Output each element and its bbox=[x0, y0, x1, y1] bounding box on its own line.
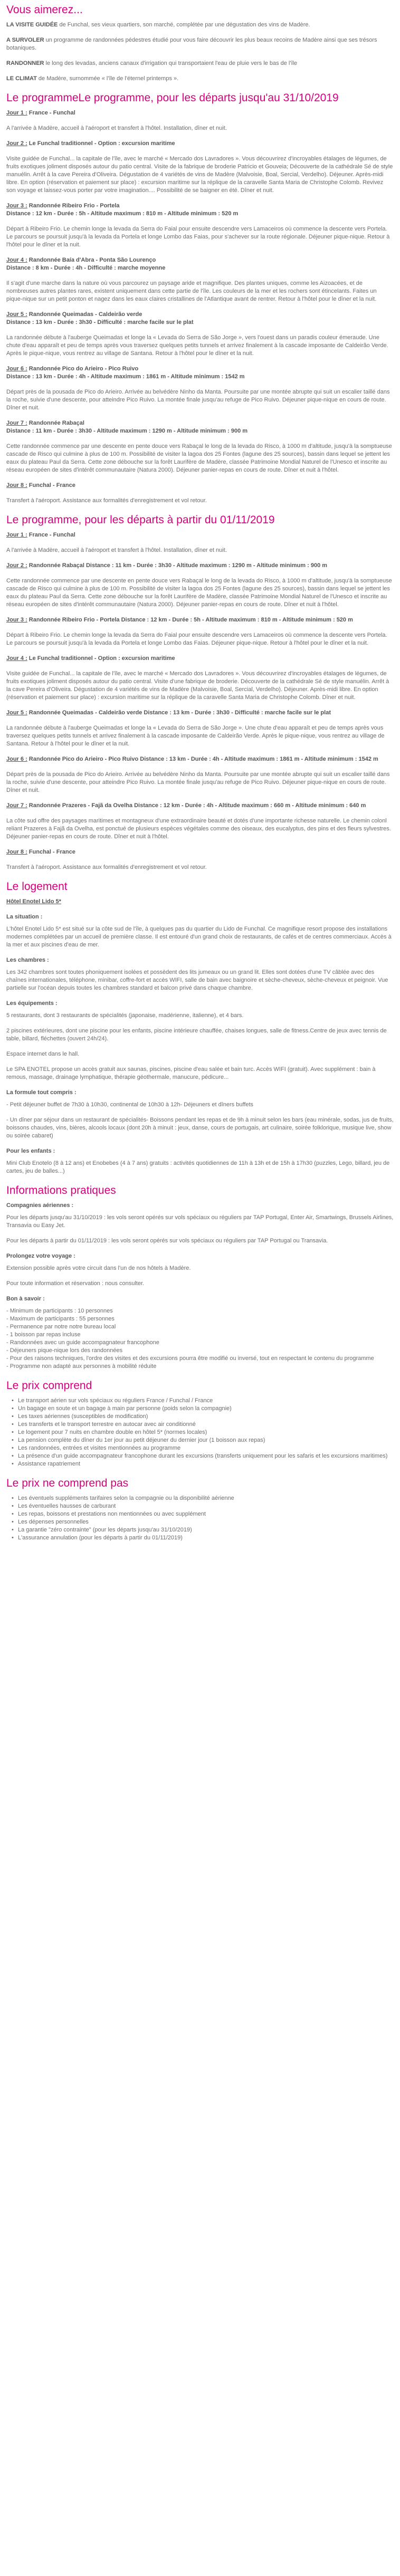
programme-day-block bbox=[6, 755, 394, 763]
programme-day-block bbox=[6, 802, 394, 810]
formule-line: Mini Club Enotelo (8 à 12 ans) et Enobebes (4 à 7 ans) gratuits : activités quotidiennes de 11h à 13h et de 15h à 17h30 (puzzles, Lego, billard, jeu de cartes, jeu de balles...) bbox=[6, 1160, 390, 1174]
day-text: Cette randonnée commence par une descente en pente douce vers Rabaçal le long de la levada do Risco, à 1000 m d'altitude, jusqu'à la somptueuse cascade de Risco qui culmine à plus de 100 m. Possibilité de visiter la lagoa dos 25 Fontes (lagune des 25 sources), bassin dans lequel se jettent les eaux du plateau Paul da Serra. Cette zone débouche sur la forêt Laurifère de Madère, classée Patrimoine Mondial Naturel de l'Unesco et inscrite au réseau européen de sites d'intérêt communautaire (Natura 2000). Déjeuner panier-repas en cours de route. Dîner et nuit à l'hôtel. bbox=[6, 443, 392, 473]
day-label: Jour 3 : bbox=[6, 203, 27, 209]
day-meta: Distance : 12 km - Durée : 5h - Altitude maximum : 810 m - Altitude minimum : 520 m bbox=[6, 210, 239, 217]
bon-lines bbox=[6, 1307, 394, 1371]
bon-line: - 1 boisson par repas incluse bbox=[6, 1332, 81, 1338]
programme-day-block bbox=[6, 562, 394, 570]
intro-p2: A SURVOLER un programme de randonnées pédestres étudié pour vous faire découvrir les plus beaux recoins de Madère ainsi que ses trésors botaniques. bbox=[6, 37, 377, 51]
day-text: La randonnée débute à l'auberge Queimadas et longe la « Levada do Serra de São Jorge », vers l'ouest dans un paradis couleur émeraude. Une chute d'eau apparaît et peu de temps après vous traversez quelques petits tunnels et arrivez finalement à la cascade imposante de Caldeirão Verde. Après le pique-nique, vous rentrez au village de Santana. Retour à l'hôtel pour le dîner et la nuit. bbox=[6, 334, 388, 357]
day-text: Transfert à l'aéroport. Assistance aux formalités d'enregistrement et vol retour. bbox=[6, 497, 207, 504]
day-label: Jour 7 : bbox=[6, 420, 27, 426]
prolongez-text2: Pour toute information et réservation : nous consulter. bbox=[6, 1280, 145, 1287]
day-label: Jour 7 : bbox=[6, 802, 27, 809]
compagnies-text2: Pour les départs à partir du 01/11/2019 : les vols seront opérés sur vols spéciaux ou réguliers par TAP Portugal ou Transavia. bbox=[6, 1238, 328, 1244]
programme-day-block bbox=[6, 864, 394, 872]
bon-label: Bon à savoir : bbox=[6, 1296, 45, 1302]
list-item: • La présence d'un guide accompagnateur francophone durant les excursions (transferts uniquement pour les safaris et les excursions maritimes) bbox=[18, 1452, 394, 1460]
prolongez-text: Extension possible après votre circuit dans l'un de nos hôtels à Madère. bbox=[6, 1265, 191, 1271]
formule-lines bbox=[6, 1101, 394, 1175]
day-text: La côte sud offre des paysages maritimes et montagneux d'une extraordinaire beauté et dotés d'une importante richesse naturelle. Le chemin colonl reliant Prazeres à Fajã da Ovelha, est ponctué de plusieurs espèces végétales comme des oiseaux, des eucalyptus, des pins et des fleurs sylvestres. Déjeuner panier-repas en cours de route. Dîner et nuit à l'hôtel. bbox=[6, 818, 391, 840]
equip-text3: Espace internet dans le hall. bbox=[6, 1051, 80, 1057]
programme-day-block bbox=[6, 140, 394, 148]
programme-day-block bbox=[6, 616, 394, 624]
day-text: La randonnée débute à l'auberge Queimadas et longe la « Levada do Serra de São Jorge ». Une chute d'eau apparaît et peu de temps après vous traversez quelques petits tunnels et arrivez finalement à la cascade imposante de Caldeirão Verde. Après le pique-nique, vous rentrez au village de Santana. Retour à l'hôtel pour le dîner et la nuit. bbox=[6, 725, 385, 747]
day-title: Le Funchal traditionnel - Option : excursion maritime bbox=[28, 655, 175, 662]
list-item: • La garantie "zéro contrainte" (pour les départs jusqu'au 31/10/2019) bbox=[18, 1526, 394, 1534]
programme-day-block bbox=[6, 848, 394, 856]
day-title: Randonnée Prazeres - Fajã da Ovelha Distance : 12 km - Durée : 4h - Altitude maximum : 660 m - Altitude minimum : 640 m bbox=[28, 802, 366, 809]
programme1-days bbox=[6, 109, 394, 505]
programme-day-block bbox=[6, 631, 394, 647]
day-meta: Distance : 11 km - Durée : 3h30 - Altitude maximum : 1290 m - Altitude minimum : 900 m bbox=[6, 428, 248, 434]
day-title: Randonnée Rabaçal bbox=[28, 420, 84, 426]
list-item: • L'assurance annulation (pour les départs à partir du 01/11/2019) bbox=[18, 1534, 394, 1542]
programme-day-block bbox=[6, 202, 394, 218]
list-item: • Les repas, boissons et prestations non mentionnées ou avec supplément bbox=[18, 1510, 394, 1518]
day-title: France - Funchal bbox=[28, 110, 75, 116]
programme-day-block bbox=[6, 724, 394, 748]
bon-line: - Maximum de participants : 55 personnes bbox=[6, 1316, 115, 1322]
day-label: Jour 3 : bbox=[6, 617, 27, 623]
programme-day-block bbox=[6, 655, 394, 663]
list-item: • Les éventuelles hausses de carburant bbox=[18, 1502, 394, 1510]
prolongez-label: Prolongez votre voyage : bbox=[6, 1253, 75, 1259]
equip-text1: 5 restaurants, dont 3 restaurants de spécialités (japonaise, madérienne, italienne), et 4 bars. bbox=[6, 1012, 244, 1019]
day-text: A l'arrivée à Madère, accueil à l'aéroport et transfert à l'hôtel. Installation, dîner et nuit. bbox=[6, 547, 227, 553]
programme-day-block bbox=[6, 280, 394, 303]
day-title: Randonnée Queimadas - Caldeirão verde Distance : 13 km - Durée : 3h30 - Difficulté : marche facile sur le plat bbox=[28, 710, 331, 716]
bon-line: - Minimum de participants : 10 personnes bbox=[6, 1308, 113, 1314]
programme-day-block bbox=[6, 256, 394, 272]
day-label: Jour 5 : bbox=[6, 311, 27, 318]
day-text: Départ près de la pousada de Pico do Arieiro. Arrivée au belvédère Ninho da Manta. Poursuite par une montée abrupte qui suit un escalier taillé dans la roche, suivie d'une descente, pour atteindre Pico Ruivo. La montée finale jusqu'au refuge de Pico Ruivo. Déjeuner pique-nique en cours de route. Dîner et nuit. bbox=[6, 389, 390, 411]
intro-p4: LE CLIMAT de Madère, surnommée « l'île de l'éternel printemps ». bbox=[6, 75, 179, 82]
prix-comprend-list bbox=[6, 1397, 394, 1468]
programme2-days bbox=[6, 531, 394, 872]
programme-day-block bbox=[6, 334, 394, 358]
day-label: Jour 4 : bbox=[6, 257, 27, 263]
formule-line: - Un dîner par séjour dans un restaurant de spécialités- Boissons pendant les repas et de 9h à minuit selon les bars (eau minérale, sodas, jus de fruits, boissons chaudes, vins, bières, alcools locaux (dont 20h à minuit : jeux, danse, cours de portugais, art culinaire, soirée folklorique, musique live, show ou soirée cabaret) bbox=[6, 1117, 394, 1139]
list-item: • La pension complète du dîner du 1er jour au petit déjeuner du dernier jour (1 boisson aux repas) bbox=[18, 1437, 394, 1444]
infos-heading: Informations pratiques bbox=[6, 1184, 116, 1196]
programme-day-block bbox=[6, 225, 394, 249]
programme-day-block bbox=[6, 419, 394, 435]
day-label: Jour 6 : bbox=[6, 366, 27, 372]
prix-ne-comprend-heading: Le prix ne comprend pas bbox=[6, 1477, 129, 1489]
day-text: Il s'agit d'une marche dans la nature où vous parcourez un paysage aride et magnifique. Des plantes uniques, comme les Aizoacées, et de nombreuses autres plantes rares, existent uniquement dans cette partie de l'île. Les couleurs de la mer et les rochers sont étincelants. Faites un pique-nique sur un petit ponton et nagez dans les eaux claires cristallines de l'Atlantique avant de rentrer. Retour à l'hôtel pour le dîner et la nuit. bbox=[6, 280, 377, 302]
compagnies-label: Compagnies aériennes : bbox=[6, 1202, 74, 1209]
day-text: Départ à Ribeiro Frio. Le chemin longe la levada da Serra do Faial pour ensuite descendre vers Lamaceiros où commence la descente vers Portela. Le parcours se poursuit jusqu'à la levada da Portela et longe Lombo das Faias. Déjeuner pique-nique. Retour à l'hôtel pour le dîner et la nuit. bbox=[6, 632, 387, 646]
day-label: Jour 2 : bbox=[6, 562, 27, 569]
day-label: Jour 1 : bbox=[6, 110, 27, 116]
chambres-label: Les chambres : bbox=[6, 957, 49, 963]
equip-text2: 2 piscines extérieures, dont une piscine pour les enfants, piscine intérieure chauffée, chaises longues, salle de fitness.Centre de jeux avec tennis de table, billard, fléchettes (ouvert 24h/24). bbox=[6, 1028, 387, 1042]
formule-kids-label: Pour les enfants : bbox=[6, 1148, 55, 1154]
formule-label: La formule tout compris : bbox=[6, 1089, 77, 1096]
programme-day-block bbox=[6, 817, 394, 841]
bon-line: - Déjeuners pique-nique lors des randonnées bbox=[6, 1347, 123, 1354]
situation-label: La situation : bbox=[6, 914, 43, 920]
day-label: Jour 2 : bbox=[6, 140, 27, 147]
day-label: Jour 8 : bbox=[6, 849, 27, 855]
day-meta: Distance : 13 km - Durée : 4h - Altitude maximum : 1861 m - Altitude minimum : 1542 m bbox=[6, 374, 245, 380]
intro-p1: LA VISITE GUIDÉE de Funchal, ses vieux quartiers, son marché, complétée par une dégustation des vins de Madère. bbox=[6, 22, 310, 28]
programme1-heading: Le programmeLe programme, pour les départs jusqu'au 31/10/2019 bbox=[6, 92, 339, 104]
list-item: • Le transport aérien sur vols spéciaux ou réguliers France / Funchal / France bbox=[18, 1397, 394, 1405]
day-label: Jour 8 : bbox=[6, 482, 27, 489]
compagnies-text1: Pour les départs jusqu'au 31/10/2019 : les vols seront opérés sur vols spéciaux ou réguliers par TAP Portugal, Enter Air, Smartwings, Brussels Airlines, Transavia ou Easy Jet. bbox=[6, 1214, 394, 1229]
programme-day-block bbox=[6, 670, 394, 702]
day-title: Le Funchal traditionnel - Option : excursion maritime bbox=[28, 140, 175, 147]
programme-day-block bbox=[6, 709, 394, 717]
day-title: Randonnée Rabaçal Distance : 11 km - Durée : 3h30 - Altitude maximum : 1290 m - Altitude minimum : 900 m bbox=[28, 562, 328, 569]
day-title: Funchal - France bbox=[28, 849, 75, 855]
list-item: • Les dépenses personnelles bbox=[18, 1518, 394, 1526]
day-meta: Distance : 13 km - Durée : 3h30 - Difficulté : marche facile sur le plat bbox=[6, 319, 194, 325]
chambres-text: Les 342 chambres sont toutes phoniquement isolées et possèdent des lits jumeaux ou un grand lit. Elles sont dotées d'une TV câblée avec des chaînes internationales, téléphone, minibar, coffre-fort et accès WIFI, salle de bain avec baignoire et sèche-cheveux, sèche-cheveux et peignoir. Vue partielle sur l'océan depuis toutes les chambres standard et balcon privé dans chaque chambre. bbox=[6, 969, 388, 991]
programme-day-block bbox=[6, 771, 394, 794]
intro-p3: RANDONNER le long des levadas, anciens canaux d'irrigation qui transportaient l'eau de pluie vers le bas de l'île bbox=[6, 60, 298, 66]
list-item: • Le logement pour 7 nuits en chambre double en hôtel 5* (normes locales) bbox=[18, 1429, 394, 1437]
list-item: • Les transferts et le transport terrestre en autocar avec air conditionné bbox=[18, 1421, 394, 1429]
programme-day-block bbox=[6, 155, 394, 195]
day-text: Visite guidée de Funchal... la capitale de l'île, avec le marché « Mercado dos Lavradores ». Vous découvrirez d'incroyables étalages de légumes, de fruits exotiques joliment disposés autour du patio central. Visite d'une fabrique de broderie. Découverte de la cathédrale Sé de style manuélin. Arrêt à la cave Pereira d'Oliveira. Dégustation de 4 variétés de vins de Madère (Malvoisie, Boal, Sercial, Verdelho). Déjeuner. Après-midi libre. En option (réservation et paiement sur place) : excursion maritime sur la réplique de la caravelle Santa Maria de Christophe Colomb. Dîner et nuit. bbox=[6, 671, 389, 701]
day-text: A l'arrivée à Madère, accueil à l'aéroport et transfert à l'hôtel. Installation, dîner et nuit. bbox=[6, 125, 227, 131]
list-item: • Les randonnées, entrées et visites mentionnées au programme bbox=[18, 1444, 394, 1452]
day-label: Jour 1 : bbox=[6, 532, 27, 538]
equip-label: Les équipements : bbox=[6, 1000, 58, 1007]
day-title: Funchal - France bbox=[28, 482, 75, 489]
bon-line: - Programme non adapté aux personnes à mobilité réduite bbox=[6, 1363, 157, 1370]
bon-line: - Pour des raisons techniques, l'ordre des visites et des excursions pourra être modifié ou inversé, tout en respectant le contenu du programme bbox=[6, 1355, 374, 1362]
programme-day-block bbox=[6, 365, 394, 381]
day-text: Départ à Ribeiro Frio. Le chemin longe la levada da Serra do Faial pour ensuite descendre vers Lamaceiros où commence la descente vers Portela. Le parcours se poursuit jusqu'à la levada da Portela et longe Lombo das Faias, pour s'achever sur la route régionale. Déjeuner pique-nique. Retour à l'hôtel pour le dîner et la nuit. bbox=[6, 226, 390, 248]
logement-heading: Le logement bbox=[6, 880, 68, 893]
programme-day-block bbox=[6, 443, 394, 474]
prix-comprend-heading: Le prix comprend bbox=[6, 1380, 92, 1392]
programme-day-block bbox=[6, 388, 394, 412]
programme-day-block bbox=[6, 109, 394, 117]
programme-day-block bbox=[6, 311, 394, 327]
day-label: Jour 6 : bbox=[6, 756, 27, 762]
day-label: Jour 5 : bbox=[6, 710, 27, 716]
programme-day-block bbox=[6, 497, 394, 505]
day-text: Cette randonnée commence par une descente en pente douce vers Rabaçal le long de la levada do Risco, à 1000 m d'altitude, jusqu'à la somptueuse cascade de Risco qui culmine à plus de 100 m. Possibilité de visiter la lagoa dos 25 Fontes (lagune des 25 sources), bassin dans lequel se jettent les eaux du plateau Paul da Serra. Cette zone débouche sur la forêt Laurifère de Madère, classée Patrimoine Mondial Naturel de l'Unesco et inscrite au réseau européen de sites d'intérêt communautaire (Natura 2000). Déjeuner panier-repas en cours de route. Dîner et nuit à l'hôtel. bbox=[6, 578, 392, 608]
day-text: Visite guidée de Funchal... la capitale de l'île, avec le marché « Mercado dos Lavradores ». Vous découvrirez d'incroyables étalages de légumes, de fruits exotiques joliment disposés autour du patio central. Visite de la fabrique de broderie Patricio et Gouveia; Découverte de la cathédrale Sé de style manuélin. Arrêt à la cave Pereira d'Oliveira. Dégustation de 4 variétés de vins de Madère (Malvoisie, Boal, Sercial, Verdelho). Déjeuner. Après-midi libre. En option (réservation et paiement sur place) : excursion maritime sur la réplique de la caravelle Santa Maria de Christophe Colomb. Revivez son voyage et laissez-vous porter par votre imagination.... Possibilité de se baigner en été. Dîner et nuit. bbox=[6, 156, 393, 194]
day-text: Transfert à l'aéroport. Assistance aux formalités d'enregistrement et vol retour. bbox=[6, 864, 207, 870]
programme-day-block bbox=[6, 125, 394, 132]
programme-day-block bbox=[6, 577, 394, 609]
day-meta: Distance : 8 km - Durée : 4h - Difficulté : marche moyenne bbox=[6, 265, 166, 271]
hotel-name: Hôtel Enotel Lido 5* bbox=[6, 898, 61, 905]
day-title: Randonnée Queimadas - Caldeirão verde bbox=[28, 311, 142, 318]
day-title: Randonnée Ribeiro Frio - Portela Distance : 12 km - Durée : 5h - Altitude maximum : 810 m - Altitude minimum : 520 m bbox=[28, 617, 353, 623]
day-title: Randonnée Pico do Arieiro - Pico Ruivo bbox=[28, 366, 139, 372]
programme-day-block bbox=[6, 547, 394, 554]
list-item: • Assistance rapatriement bbox=[18, 1460, 394, 1468]
day-title: Randonnée Baía d'Abra - Ponta São Lourenço bbox=[28, 257, 156, 263]
list-item: • Un bagage en soute et un bagage à main par personne (poids selon la compagnie) bbox=[18, 1405, 394, 1413]
programme2-heading: Le programme, pour les départs à partir du 01/11/2019 bbox=[6, 514, 275, 526]
bon-line: - Permanence par notre notre bureau local bbox=[6, 1324, 116, 1330]
day-label: Jour 4 : bbox=[6, 655, 27, 662]
situation-text: L'hôtel Enotel Lido 5* est situé sur la côte sud de l'île, à quelques pas du quartier du Lido de Funchal. Ce magnifique resort propose des installations modernes complétées par un accueil de première classe. Il est entouré d'un grand choix de restaurants, de cafés et de centres commerciaux. Accès à la mer et aux piscines d'eau de mer. bbox=[6, 926, 392, 948]
day-title: France - Funchal bbox=[28, 532, 75, 538]
day-title: Randonnée Pico do Arieiro - Pico Ruivo Distance : 13 km - Durée : 4h - Altitude maximum : 1861 m - Altitude minimum : 1542 m bbox=[28, 756, 378, 762]
spa-text: Le SPA ENOTEL propose un accès gratuit aux saunas, piscines, piscine d'eau salée et bain turc. Accès WIFI (gratuit). Avec supplément : bain à remous, massage, drainage lymphatique, thérapie géothermale, manucure, pédicure... bbox=[6, 1066, 376, 1080]
prix-ne-comprend-list bbox=[6, 1495, 394, 1542]
day-text: Départ près de la pousada de Pico do Arieiro. Arrivée au belvédère Ninho da Manta. Poursuite par une montée abrupte qui suit un escalier taillé dans la roche, suivie d'une descente, pour atteindre Pico Ruivo. La montée finale jusqu'au refuge de Pico Ruivo. Déjeuner pique-nique en cours de route. Dîner et nuit. bbox=[6, 771, 390, 793]
list-item: • Les taxes aériennes (susceptibles de modification) bbox=[18, 1413, 394, 1421]
programme-day-block bbox=[6, 482, 394, 490]
formule-line: - Petit déjeuner buffet de 7h30 à 10h30, continental de 10h30 à 12h- Déjeuners et dîners buffets bbox=[6, 1102, 254, 1108]
day-title: Randonnée Ribeiro Frio - Portela bbox=[28, 203, 120, 209]
intro-heading: Vous aimerez... bbox=[6, 4, 83, 16]
list-item: • Les éventuels suppléments tarifaires selon la compagnie ou la disponibilité aérienne bbox=[18, 1495, 394, 1502]
programme-day-block bbox=[6, 531, 394, 539]
bon-line: - Randonnées avec un guide accompagnateur francophone bbox=[6, 1339, 159, 1346]
